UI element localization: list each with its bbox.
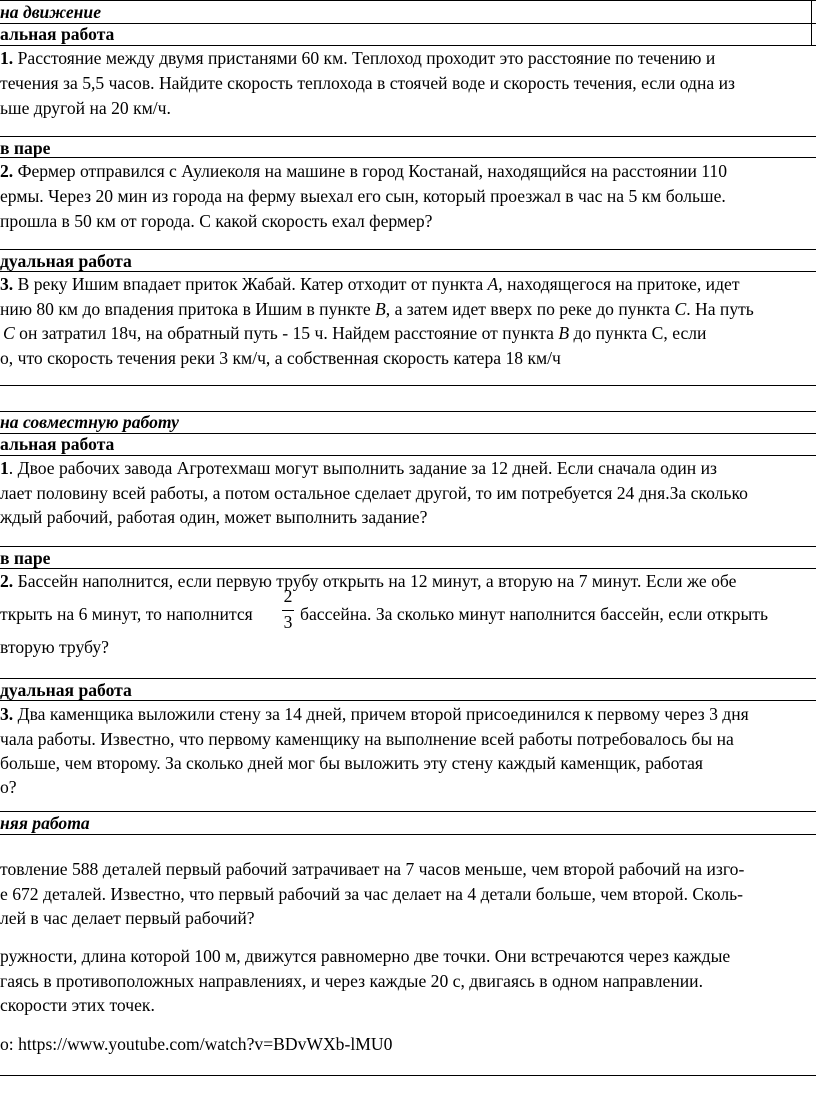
- task-line: о?: [0, 777, 17, 797]
- task-line: больше, чем второму. За сколько дней мог бы выложить эту стену каждый каменщик, работая: [0, 753, 704, 773]
- fraction-denominator: 3: [283, 612, 293, 632]
- task-line: ждый рабочий, работая один, может выполнить задание?: [0, 507, 428, 527]
- task-line: 3. В реку Ишим впадает приток Жабай. Катер отходит от пункта A, находящегося на притоке, идет: [0, 274, 740, 294]
- fraction-bar: [282, 610, 294, 611]
- table-border: [0, 834, 816, 835]
- task-line: 2. Бассейн наполнится, если первую трубу открыть на 12 минут, а вторую на 7 минут. Если же обе: [0, 571, 737, 591]
- task-line: гаясь в противоположных направлениях, и через каждые 20 с, двигаясь в одном направлении.: [0, 971, 703, 991]
- section-title: на совместную работу: [0, 412, 179, 432]
- table-border: [0, 136, 816, 137]
- table-border: [0, 385, 816, 386]
- table-border: [811, 0, 812, 45]
- subsection-heading: дуальная работа: [0, 680, 132, 700]
- task-line: лей в час делает первый рабочий?: [0, 908, 255, 928]
- section-title: няя работа: [0, 813, 90, 833]
- task-line: прошла в 50 км от города. С какой скорость ехал фермер?: [0, 211, 433, 231]
- table-border: [0, 433, 816, 434]
- table-border: [0, 157, 816, 158]
- table-border: [0, 546, 816, 547]
- task-line: ермы. Через 20 мин из города на ферму выехал его сын, который проезжал в час на 5 км больше.: [0, 186, 726, 206]
- table-border: [0, 0, 816, 1]
- section-title: на движение: [0, 2, 102, 22]
- subsection-heading: в паре: [0, 138, 51, 158]
- fraction-numerator: 2: [283, 586, 293, 606]
- table-border: [0, 811, 816, 812]
- task-line: течения за 5,5 часов. Найдите скорость теплохода в стоячей воде и скорость течения, если одна из: [0, 73, 735, 93]
- task-line: чала работы. Известно, что первому каменщику на выполнение всей работы потребовалось бы на: [0, 729, 734, 749]
- task-line: C он затратил 18ч, на обратный путь - 15 ч. Найдем расстояние от пункта B до пункта С, если: [3, 323, 707, 343]
- task-line: 1. Двое рабочих завода Агротехмаш могут выполнить задание за 12 дней. Если сначала один из: [0, 458, 717, 478]
- task-line: ружности, длина которой 100 м, движутся равномерно две точки. Они встречаются через каждые: [0, 946, 731, 966]
- table-border: [0, 45, 816, 46]
- table-border: [0, 1075, 816, 1076]
- task-line: лает половину всей работы, а потом остальное сделает другой, то им потребуется 24 дня.За сколько: [0, 483, 748, 503]
- subsection-heading: в паре: [0, 548, 51, 568]
- table-border: [0, 568, 816, 569]
- task-line: ткрыть на 6 минут, то наполнится: [0, 604, 253, 624]
- task-line: е 672 деталей. Известно, что первый рабочий за час делает на 4 детали больше, чем второй. Сколь-: [0, 884, 743, 904]
- subsection-heading: альная работа: [0, 24, 115, 44]
- task-line: ьше другой на 20 км/ч.: [0, 98, 171, 118]
- task-line: нию 80 км до впадения притока в Ишим в пункте B, а затем идет вверх по реке до пункта C. На путь: [0, 299, 754, 319]
- task-line: вторую трубу?: [0, 637, 109, 657]
- table-border: [0, 23, 816, 24]
- video-link[interactable]: o: https://www.youtube.com/watch?v=BDvWXb-lMU0: [0, 1034, 393, 1054]
- subsection-heading: дуальная работа: [0, 251, 132, 271]
- task-line: 1. Расстояние между двумя пристанями 60 км. Теплоход проходит это расстояние по течению и: [0, 48, 716, 68]
- task-line: 2. Фермер отправился с Аулиеколя на машине в город Костанай, находящийся на расстоянии 110: [0, 161, 728, 181]
- table-border: [0, 455, 816, 456]
- subsection-heading: альная работа: [0, 434, 115, 454]
- task-line: скорости этих точек.: [0, 995, 155, 1015]
- task-line: товление 588 деталей первый рабочий затрачивает на 7 часов меньше, чем второй рабочий на изго-: [0, 859, 745, 879]
- task-line: 3. Два каменщика выложили стену за 14 дней, причем второй присоединился к первому через 3 дня: [0, 704, 749, 724]
- task-line: о, что скорость течения реки 3 км/ч, а собственная скорость катера 18 км/ч: [0, 348, 561, 368]
- task-line: бассейна. За сколько минут наполнится бассейн, если открыть: [300, 604, 768, 624]
